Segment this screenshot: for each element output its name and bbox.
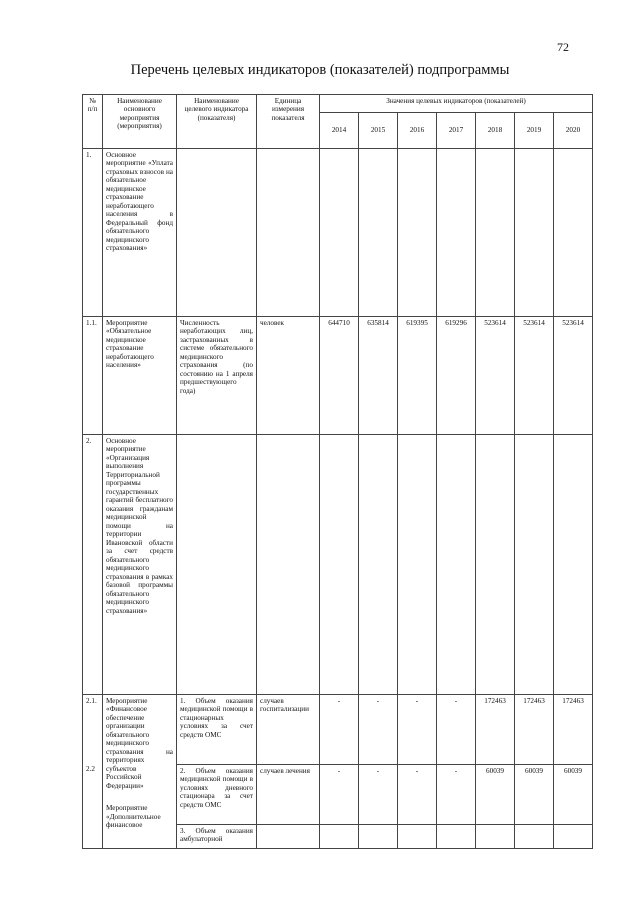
header-num: № п/п: [83, 95, 103, 149]
page-number: 72: [557, 40, 569, 54]
header-year: 2020: [554, 113, 593, 149]
header-year: 2015: [359, 113, 398, 149]
row-value: -: [437, 765, 476, 825]
row-value: 523614: [554, 317, 593, 435]
row-value: -: [359, 765, 398, 825]
table-row: [83, 695, 593, 765]
row-value: 60039: [515, 765, 554, 825]
indicators-table: [82, 94, 593, 849]
row-value: 619296: [437, 317, 476, 435]
row-num-b: 2.2: [86, 765, 95, 774]
row-indicator: 1. Объем оказания медицинской помощи в стационарных условиях за счет средств ОМС: [177, 695, 257, 765]
row-value: 60039: [476, 765, 515, 825]
row-unit: случаев госпитализации: [257, 695, 320, 765]
document-title: Перечень целевых индикаторов (показателей) подпрограммы: [130, 62, 510, 78]
row-event: Основное мероприятие «Уплата страховых взносов на обязательное медицинское страхование неработающего населения в Федеральный фонд обязательного медицинского страхования»: [103, 149, 177, 317]
row-unit: человек: [257, 317, 320, 435]
header-year: 2017: [437, 113, 476, 149]
row-value: 523614: [515, 317, 554, 435]
row-unit: случаев лечения: [257, 765, 320, 825]
row-value: 644710: [320, 317, 359, 435]
header-indicator: Наименование целевого индикатора (показателя): [177, 95, 257, 149]
row-value: 635814: [359, 317, 398, 435]
row-indicator: 2. Объем оказания медицинской помощи в условиях дневного стационара за счет средств ОМС: [177, 765, 257, 825]
header-year: 2014: [320, 113, 359, 149]
row-value: 60039: [554, 765, 593, 825]
row-value: -: [398, 695, 437, 765]
row-value: -: [320, 765, 359, 825]
row-value: 619395: [398, 317, 437, 435]
header-year: 2016: [398, 113, 437, 149]
row-value: 172463: [476, 695, 515, 765]
row-value: 523614: [476, 317, 515, 435]
table-row: [83, 435, 593, 695]
row-value: 172463: [554, 695, 593, 765]
header-year: 2018: [476, 113, 515, 149]
row-event: Основное мероприятие «Организация выполнения Территориальной программы государственных гарантий бесплатного оказания гражданам медицинской помощи на территории Ивановской области за счет средств обязательного медицинского страхования в рамках базовой программы обязательного медицинского страхования»: [103, 435, 177, 695]
table-row: [83, 149, 593, 317]
row-num: 1.1.: [83, 317, 103, 435]
header-year: 2019: [515, 113, 554, 149]
header-values-group: Значения целевых индикаторов (показателей): [320, 95, 593, 113]
row-event: Мероприятие «Обязательное медицинское страхование неработающего населения»: [103, 317, 177, 435]
header-unit: Единица измерения показателя: [257, 95, 320, 149]
row-num: 1.: [83, 149, 103, 317]
table-row: [83, 317, 593, 435]
row-indicator: Численность неработающих лиц, застрахованных в системе обязательного медицинского страхования (по состоянию на 1 апреля предшествующего года): [177, 317, 257, 435]
row-event: Мероприятие «Финансовое обеспечение организации обязательного медицинского страхования на территориях субъектов Российской Федерации»: [106, 697, 173, 790]
row-value: 172463: [515, 695, 554, 765]
row-event-b: Мероприятие «Дополнительное финансовое: [106, 804, 161, 830]
row-value: -: [359, 695, 398, 765]
row-value: -: [437, 695, 476, 765]
row-value: -: [320, 695, 359, 765]
row-indicator: 3. Объем оказания амбулаторной: [177, 825, 257, 849]
header-event: Наименование основного мероприятия (мероприятия): [103, 95, 177, 149]
row-num: 2.1.: [86, 697, 97, 705]
row-num: 2.: [83, 435, 103, 695]
row-value: -: [398, 765, 437, 825]
